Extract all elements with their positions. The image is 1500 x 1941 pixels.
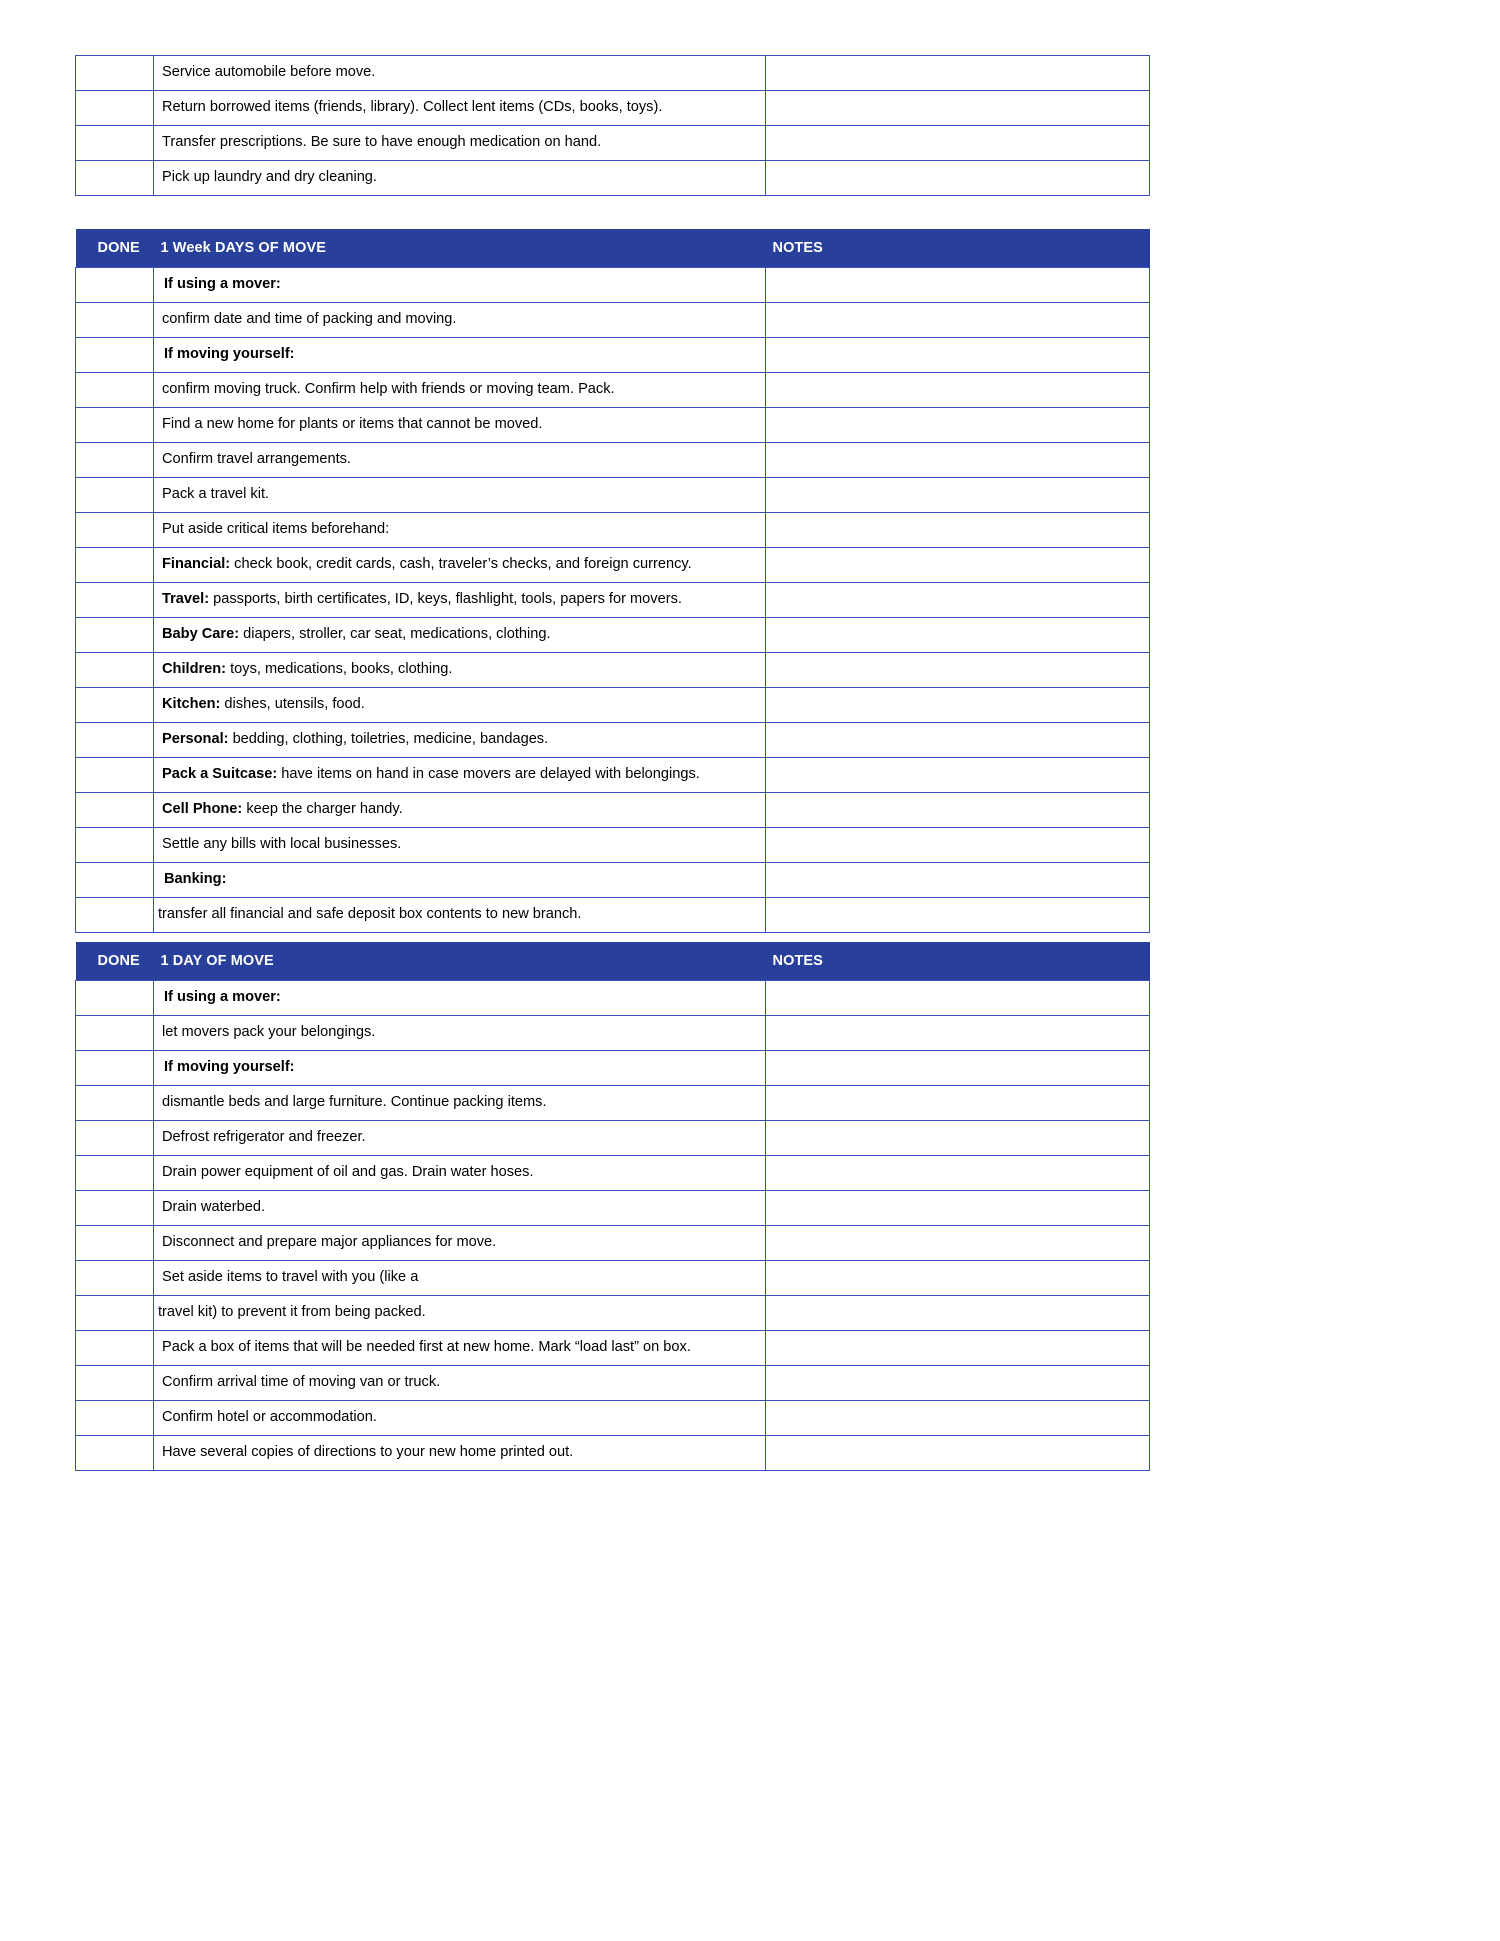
column-header-done: DONE — [76, 229, 154, 268]
task-cell — [154, 1401, 766, 1436]
task-text: have items on hand in case movers are delayed with belongings. — [277, 766, 700, 783]
task-text: Confirm travel arrangements. — [162, 451, 351, 468]
notes-cell[interactable] — [766, 1191, 1150, 1226]
task-cell — [154, 303, 766, 338]
notes-cell[interactable] — [766, 1121, 1150, 1156]
done-checkbox-cell[interactable] — [76, 758, 154, 793]
task-text: passports, birth certificates, ID, keys, flashlight, tools, papers for movers. — [209, 591, 682, 608]
done-checkbox-cell[interactable] — [76, 1156, 154, 1191]
task-label-bold: Banking: — [164, 871, 227, 888]
task-text: Drain waterbed. — [162, 1199, 266, 1216]
table-row — [76, 338, 1150, 373]
notes-cell[interactable] — [766, 338, 1150, 373]
task-cell — [154, 1366, 766, 1401]
notes-cell[interactable] — [766, 1086, 1150, 1121]
task-label-bold: Baby Care: — [162, 626, 240, 643]
notes-cell[interactable] — [766, 303, 1150, 338]
done-checkbox-cell[interactable] — [76, 1366, 154, 1401]
done-checkbox-cell[interactable] — [76, 126, 154, 161]
done-checkbox-cell[interactable] — [76, 1331, 154, 1366]
table-row — [76, 1051, 1150, 1086]
done-checkbox-cell[interactable] — [76, 338, 154, 373]
notes-cell[interactable] — [766, 1401, 1150, 1436]
done-checkbox-cell[interactable] — [76, 618, 154, 653]
task-text: check book, credit cards, cash, traveler’s checks, and foreign currency. — [230, 556, 692, 573]
task-cell — [154, 618, 766, 653]
done-checkbox-cell[interactable] — [76, 653, 154, 688]
task-cell — [154, 1226, 766, 1261]
checklist-table — [75, 942, 1150, 1471]
task-label-bold: Pack a Suitcase: — [162, 766, 278, 783]
table-row — [76, 1226, 1150, 1261]
table-row — [76, 863, 1150, 898]
task-text: Transfer prescriptions. Be sure to have enough medication on hand. — [162, 134, 602, 151]
done-checkbox-cell[interactable] — [76, 478, 154, 513]
task-text: Return borrowed items (friends, library). Collect lent items (CDs, books, toys). — [162, 99, 663, 116]
done-checkbox-cell[interactable] — [76, 548, 154, 583]
notes-cell[interactable] — [766, 583, 1150, 618]
task-cell — [154, 268, 766, 303]
done-checkbox-cell[interactable] — [76, 1121, 154, 1156]
table-row — [76, 981, 1150, 1016]
done-checkbox-cell[interactable] — [76, 1226, 154, 1261]
task-text: let movers pack your belongings. — [162, 1024, 376, 1041]
task-cell — [154, 548, 766, 583]
task-text: Drain power equipment of oil and gas. Drain water hoses. — [162, 1164, 534, 1181]
notes-cell[interactable] — [766, 863, 1150, 898]
table-row — [76, 1436, 1150, 1471]
table-row — [76, 618, 1150, 653]
task-cell — [154, 758, 766, 793]
table-row — [76, 1191, 1150, 1226]
table-row — [76, 583, 1150, 618]
done-checkbox-cell[interactable] — [76, 1261, 154, 1296]
task-text: Pack a travel kit. — [162, 486, 270, 503]
task-text: Confirm hotel or accommodation. — [162, 1409, 377, 1426]
done-checkbox-cell[interactable] — [76, 1401, 154, 1436]
notes-cell[interactable] — [766, 408, 1150, 443]
notes-cell[interactable] — [766, 268, 1150, 303]
table-row — [76, 793, 1150, 828]
task-cell — [154, 56, 766, 91]
notes-cell[interactable] — [766, 1296, 1150, 1331]
task-cell — [154, 91, 766, 126]
notes-cell[interactable] — [766, 513, 1150, 548]
table-body — [76, 981, 1150, 1471]
task-text: Defrost refrigerator and freezer. — [162, 1129, 366, 1146]
notes-cell[interactable] — [766, 653, 1150, 688]
task-text: Pick up laundry and dry cleaning. — [162, 169, 377, 186]
done-checkbox-cell[interactable] — [76, 513, 154, 548]
notes-cell[interactable] — [766, 1436, 1150, 1471]
task-text: dishes, utensils, food. — [220, 696, 365, 713]
table-row — [76, 1331, 1150, 1366]
done-checkbox-cell[interactable] — [76, 723, 154, 758]
done-checkbox-cell[interactable] — [76, 1296, 154, 1331]
done-checkbox-cell[interactable] — [76, 1016, 154, 1051]
task-label-bold: Travel: — [162, 591, 210, 608]
table-row — [76, 56, 1150, 91]
table-body — [76, 56, 1150, 196]
checklist-table-table-one-week — [75, 229, 1150, 933]
task-label-bold: Financial: — [162, 556, 231, 573]
table-row — [76, 1121, 1150, 1156]
table-header-row — [76, 229, 1150, 268]
task-label-bold: Personal: — [162, 731, 229, 748]
done-checkbox-cell[interactable] — [76, 898, 154, 933]
notes-cell[interactable] — [766, 618, 1150, 653]
notes-cell[interactable] — [766, 793, 1150, 828]
done-checkbox-cell[interactable] — [76, 981, 154, 1016]
notes-cell[interactable] — [766, 56, 1150, 91]
task-cell — [154, 373, 766, 408]
done-checkbox-cell[interactable] — [76, 408, 154, 443]
notes-cell[interactable] — [766, 1226, 1150, 1261]
task-text: bedding, clothing, toiletries, medicine, bandages. — [228, 731, 549, 748]
notes-cell[interactable] — [766, 688, 1150, 723]
table-row — [76, 1296, 1150, 1331]
task-cell — [154, 583, 766, 618]
table-row — [76, 828, 1150, 863]
task-text: keep the charger handy. — [242, 801, 403, 818]
done-checkbox-cell[interactable] — [76, 793, 154, 828]
task-text: toys, medications, books, clothing. — [226, 661, 453, 678]
notes-cell[interactable] — [766, 91, 1150, 126]
task-label-bold: Kitchen: — [162, 696, 221, 713]
task-cell — [154, 126, 766, 161]
column-header-done: DONE — [76, 942, 154, 981]
task-cell — [154, 443, 766, 478]
table-row — [76, 1016, 1150, 1051]
table-row — [76, 408, 1150, 443]
task-text: travel kit) to prevent it from being packed. — [158, 1304, 426, 1321]
notes-cell[interactable] — [766, 373, 1150, 408]
task-cell — [154, 1296, 766, 1331]
column-header-notes: NOTES — [766, 229, 1150, 268]
table-body — [76, 268, 1150, 933]
done-checkbox-cell[interactable] — [76, 373, 154, 408]
table-row — [76, 653, 1150, 688]
table-row — [76, 1401, 1150, 1436]
table-row — [76, 688, 1150, 723]
task-cell — [154, 723, 766, 758]
table-row — [76, 268, 1150, 303]
task-cell — [154, 793, 766, 828]
task-text: Service automobile before move. — [162, 64, 376, 81]
notes-cell[interactable] — [766, 723, 1150, 758]
task-cell — [154, 1261, 766, 1296]
done-checkbox-cell[interactable] — [76, 1051, 154, 1086]
task-cell — [154, 513, 766, 548]
task-label-bold: Children: — [162, 661, 227, 678]
task-text: Have several copies of directions to your new home printed out. — [162, 1444, 574, 1461]
done-checkbox-cell[interactable] — [76, 91, 154, 126]
task-label-bold: If moving yourself: — [164, 346, 295, 363]
notes-cell[interactable] — [766, 1261, 1150, 1296]
notes-cell[interactable] — [766, 898, 1150, 933]
column-header-title: 1 DAY OF MOVE — [154, 942, 766, 981]
task-text: confirm date and time of packing and moving. — [162, 311, 457, 328]
table-row — [76, 91, 1150, 126]
notes-cell[interactable] — [766, 981, 1150, 1016]
task-cell — [154, 863, 766, 898]
checklist-table — [75, 55, 1150, 196]
checklist-table-table-continued — [75, 55, 1150, 196]
task-text: Settle any bills with local businesses. — [162, 836, 402, 853]
notes-cell[interactable] — [766, 828, 1150, 863]
task-cell — [154, 1331, 766, 1366]
task-text: dismantle beds and large furniture. Continue packing items. — [162, 1094, 547, 1111]
notes-cell[interactable] — [766, 1331, 1150, 1366]
task-cell — [154, 898, 766, 933]
task-cell — [154, 1086, 766, 1121]
task-cell — [154, 981, 766, 1016]
done-checkbox-cell[interactable] — [76, 583, 154, 618]
table-row — [76, 373, 1150, 408]
task-label-bold: If moving yourself: — [164, 1059, 295, 1076]
task-cell — [154, 478, 766, 513]
notes-cell[interactable] — [766, 1156, 1150, 1191]
table-row — [76, 126, 1150, 161]
done-checkbox-cell[interactable] — [76, 1436, 154, 1471]
task-label-bold: If using a mover: — [164, 276, 281, 293]
done-checkbox-cell[interactable] — [76, 303, 154, 338]
table-row — [76, 898, 1150, 933]
notes-cell[interactable] — [766, 1016, 1150, 1051]
table-row — [76, 161, 1150, 196]
notes-cell[interactable] — [766, 443, 1150, 478]
table-row — [76, 723, 1150, 758]
notes-cell[interactable] — [766, 126, 1150, 161]
task-cell — [154, 1016, 766, 1051]
notes-cell[interactable] — [766, 478, 1150, 513]
task-cell — [154, 1436, 766, 1471]
done-checkbox-cell[interactable] — [76, 161, 154, 196]
table-row — [76, 303, 1150, 338]
table-row — [76, 758, 1150, 793]
task-text: Set aside items to travel with you (like a — [162, 1269, 419, 1286]
task-cell — [154, 408, 766, 443]
task-label-bold: Cell Phone: — [162, 801, 243, 818]
done-checkbox-cell[interactable] — [76, 1191, 154, 1226]
task-text: transfer all financial and safe deposit box contents to new branch. — [158, 906, 582, 923]
task-text: Pack a box of items that will be needed first at new home. Mark “load last” on box. — [162, 1339, 691, 1356]
table-row — [76, 1366, 1150, 1401]
column-header-title: 1 Week DAYS OF MOVE — [154, 229, 766, 268]
task-cell — [154, 1121, 766, 1156]
task-cell — [154, 1051, 766, 1086]
done-checkbox-cell[interactable] — [76, 688, 154, 723]
table-row — [76, 443, 1150, 478]
table-row — [76, 548, 1150, 583]
notes-cell[interactable] — [766, 548, 1150, 583]
checklist-table-table-one-day — [75, 942, 1150, 1471]
task-text: Put aside critical items beforehand: — [162, 521, 390, 538]
task-cell — [154, 1156, 766, 1191]
column-header-notes: NOTES — [766, 942, 1150, 981]
table-row — [76, 513, 1150, 548]
task-text: confirm moving truck. Confirm help with friends or moving team. Pack. — [162, 381, 615, 398]
table-row — [76, 1086, 1150, 1121]
task-cell — [154, 1191, 766, 1226]
done-checkbox-cell[interactable] — [76, 863, 154, 898]
task-text: Disconnect and prepare major appliances for move. — [162, 1234, 497, 1251]
task-cell — [154, 688, 766, 723]
task-cell — [154, 338, 766, 373]
notes-cell[interactable] — [766, 1051, 1150, 1086]
table-row — [76, 1156, 1150, 1191]
notes-cell[interactable] — [766, 161, 1150, 196]
done-checkbox-cell[interactable] — [76, 443, 154, 478]
task-cell — [154, 828, 766, 863]
checklist-table — [75, 229, 1150, 933]
done-checkbox-cell[interactable] — [76, 828, 154, 863]
task-text: Confirm arrival time of moving van or truck. — [162, 1374, 441, 1391]
done-checkbox-cell[interactable] — [76, 56, 154, 91]
done-checkbox-cell[interactable] — [76, 1086, 154, 1121]
task-cell — [154, 653, 766, 688]
task-label-bold: If using a mover: — [164, 989, 281, 1006]
task-text: Find a new home for plants or items that cannot be moved. — [162, 416, 543, 433]
done-checkbox-cell[interactable] — [76, 268, 154, 303]
task-cell — [154, 161, 766, 196]
notes-cell[interactable] — [766, 1366, 1150, 1401]
table-row — [76, 1261, 1150, 1296]
table-header-row — [76, 942, 1150, 981]
table-row — [76, 478, 1150, 513]
task-text: diapers, stroller, car seat, medications, clothing. — [239, 626, 551, 643]
notes-cell[interactable] — [766, 758, 1150, 793]
